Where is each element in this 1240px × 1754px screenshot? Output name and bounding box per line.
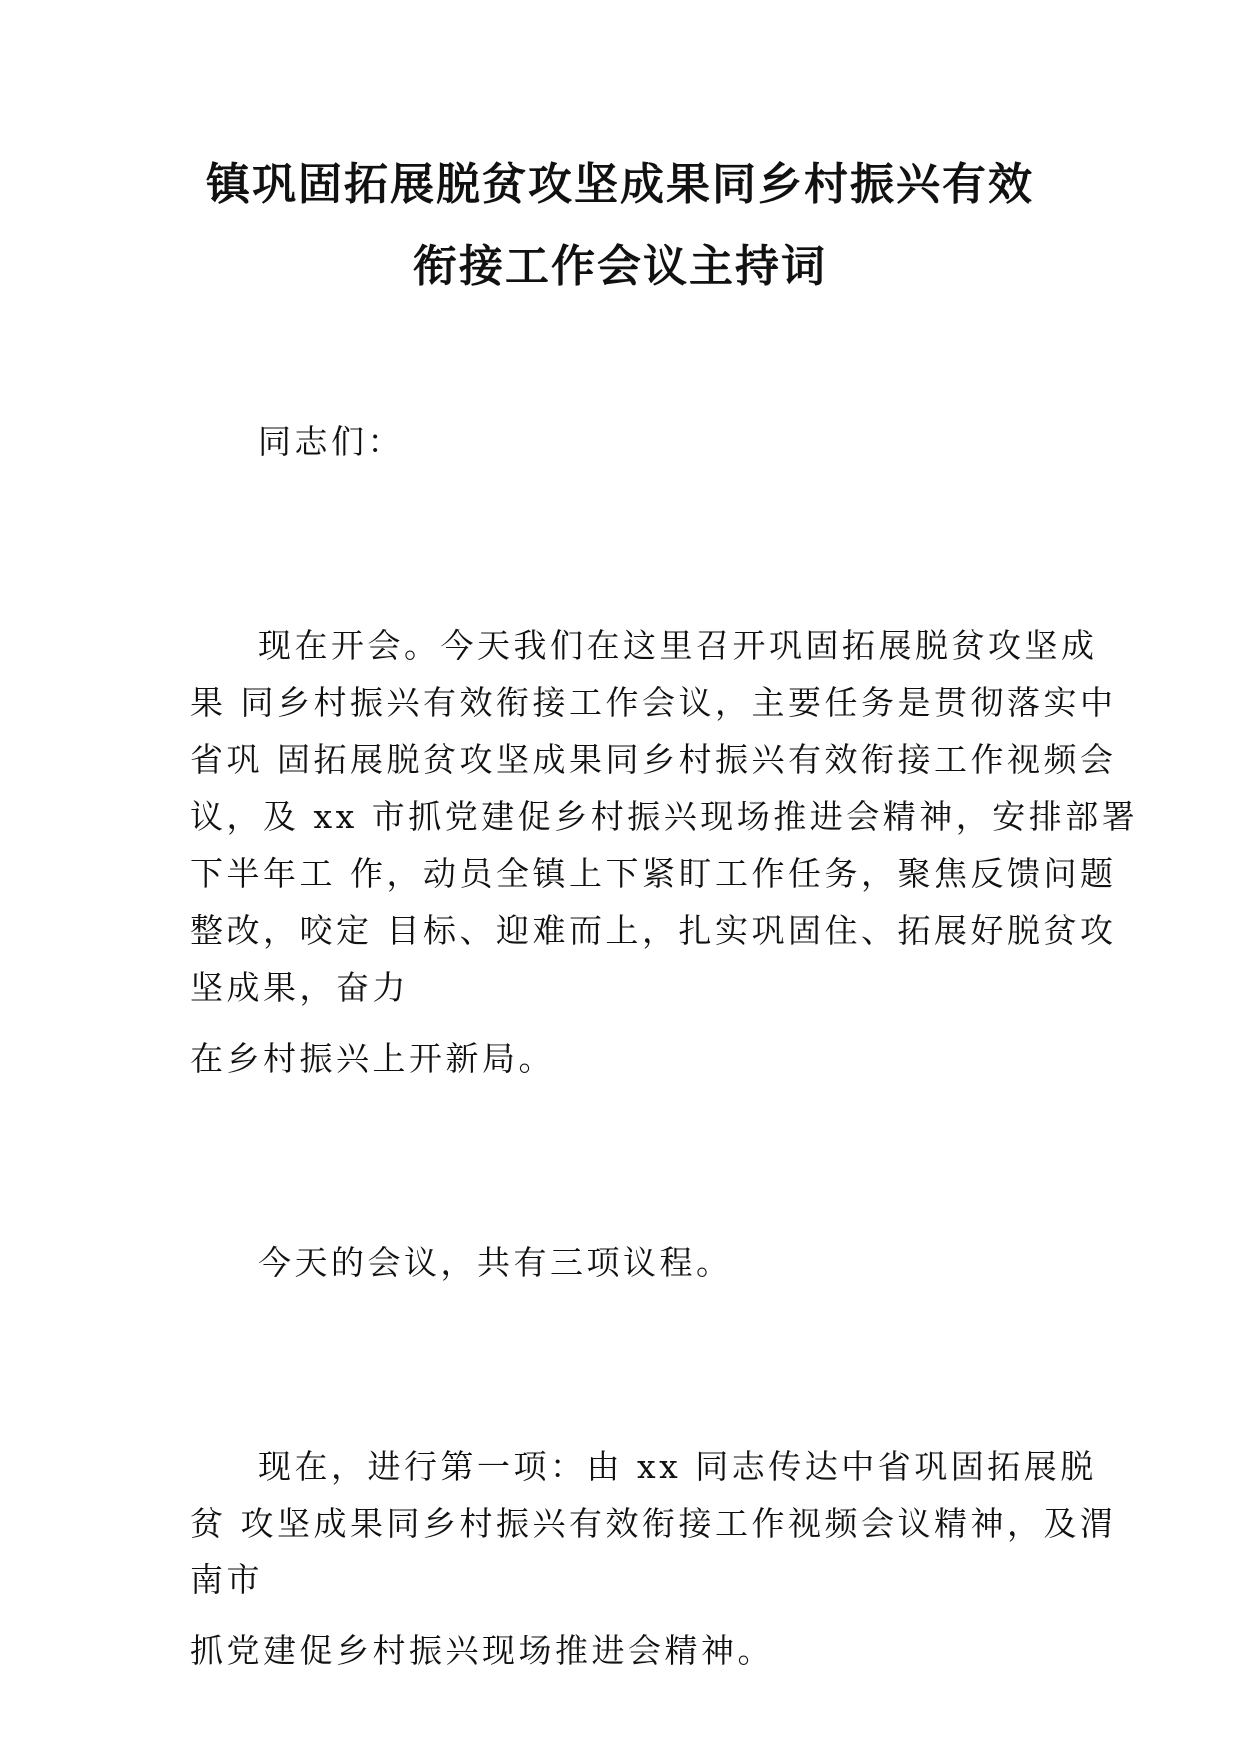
paragraph-3-line-2: 贫 攻坚成果同乡村振兴有效衔接工作视频会议精神，及渭	[190, 1504, 1117, 1543]
paragraph-1-line-7: 坚成果，奋力	[190, 968, 409, 1007]
paragraph-1-line-3: 省巩 固拓展脱贫攻坚成果同乡村振兴有效衔接工作视频会	[190, 740, 1117, 779]
paragraph-3-line-1: 现在，进行第一项：由 xx 同志传达中省巩固拓展脱	[258, 1447, 1097, 1486]
paragraph-1-line-5: 下半年工 作，动员全镇上下紧盯工作任务，聚焦反馈问题	[190, 854, 1117, 893]
paragraph-1-line-8: 在乡村振兴上开新局。	[190, 1039, 555, 1078]
paragraph-3-line-4: 抓党建促乡村振兴现场推进会精神。	[190, 1631, 774, 1670]
paragraph-2: 今天的会议，共有三项议程。	[258, 1243, 733, 1282]
paragraph-3-line-3: 南市	[190, 1560, 263, 1599]
paragraph-1-line-6: 整改，咬定 目标、迎难而上，扎实巩固住、拓展好脱贫攻	[190, 911, 1117, 950]
title-line-1: 镇巩固拓展脱贫攻坚成果同乡村振兴有效	[206, 159, 1034, 210]
salutation: 同志们：	[258, 422, 404, 461]
paragraph-1-line-2: 果 同乡村振兴有效衔接工作会议，主要任务是贯彻落实中	[190, 683, 1117, 722]
paragraph-1-line-4: 议，及 xx 市抓党建促乡村振兴现场推进会精神，安排部署	[190, 797, 1139, 836]
paragraph-1-line-1: 现在开会。今天我们在这里召开巩固拓展脱贫攻坚成	[258, 626, 1098, 665]
title-line-2: 衔接工作会议主持词	[413, 241, 827, 292]
